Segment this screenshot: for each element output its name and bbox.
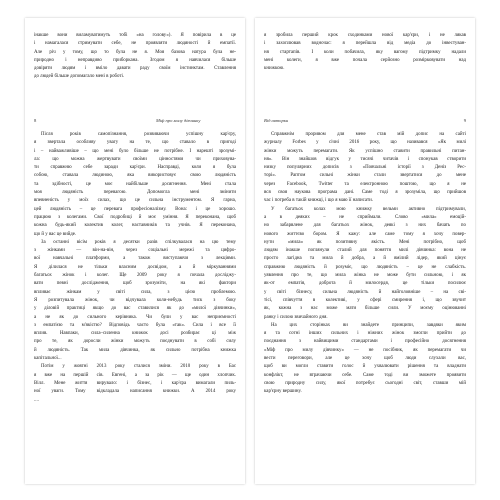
body-text-line: кар'єрну вершину.: [264, 389, 302, 395]
body-text-line: ної уваги. Тому відкладала написання книжки. А 2014 року: [34, 389, 236, 395]
top-text-line: книжкою.: [264, 66, 285, 72]
body-text-line: кожна будь-який колектив колег, наставників та учнів. Я переконана,: [34, 223, 236, 229]
body-text-line: я вже на першій сів. Евгені, а за рік — ще один хлопчик.: [34, 372, 236, 378]
right-page-number: 9: [463, 118, 466, 123]
body-text-line: моя людяність перевагою. Допомогла мені змінити: [34, 190, 236, 196]
top-text-line: мені колеги, я вже почала серйозно розмірковувати над: [264, 57, 466, 63]
body-text-line: й людяність. Так мила дівчинка, як сильно потрібна книжка: [34, 347, 236, 353]
body-text-line: у діловій практиці якщо до вас ставилися як до «милої дівчинки»,: [34, 306, 236, 312]
left-running-title: Міф про милу дівчинку: [156, 118, 201, 123]
body-text-line: як, кожна з нас може мати більше сили. У моєму оцінюванні: [264, 306, 466, 312]
top-text-line: до людей більше допомагало мені в роботі.: [34, 74, 125, 80]
right-running-title: Від авторки: [264, 118, 289, 123]
top-text-line: і захоплював водночас: я перейшла від медіа до інвестуван-: [264, 41, 466, 47]
left-page-body: [34, 131, 236, 405]
right-page: [255, 18, 475, 484]
body-text-line: собою, ставала людиною, яка використовує свою людяність: [34, 173, 236, 179]
body-text-line: конфлікт, не втрачаючи себе. Саме тоді ви зможете проявити: [264, 372, 466, 378]
body-text-line: а в деяких – не сприймали. Слово «мила» емоцій-: [264, 214, 466, 220]
left-page-number: 8: [34, 118, 37, 123]
body-text-line: людям інакше поглянули сталий для поняття милі дівчинка: вона не: [264, 248, 466, 254]
body-text-line: а не як до сильного керівника. Чи були у вас неприємності: [34, 314, 236, 320]
body-text-line: вати певні дослідження, щоб зрозуміти, на які фактори: [34, 281, 236, 287]
body-text-line: з жінками — він-на-він, через соціальні мережі та цифро-: [34, 248, 236, 254]
top-text-line: довіряти людям і вміло давати раду своїм інстинктам. Ставлення: [34, 66, 236, 72]
body-text-line: впевненість у моїх силах, що це сильна інструментом. Я гарна,: [34, 198, 236, 204]
left-page-top-paragraph: [34, 32, 236, 82]
body-text-line: працюю з колегами. Свої подробиці й моє уміння. Я переконана, щоб: [34, 214, 236, 220]
body-text-line: вся своя наукова програма дані. Саме тоді я зрозуміла, що прийшов: [264, 190, 466, 196]
body-text-line: і – найважливіше – що мені було більше не потрібне. І нарешті зрозумі-: [34, 148, 236, 154]
body-text-line: журналу Forbes у січні 2016 року, що називався «Як милі: [264, 140, 466, 146]
body-text-line: що й у вас це вийде.: [34, 231, 77, 237]
top-text-line: і намагалася стримувати себе, не проявляти людяності й емпатії.: [34, 41, 236, 47]
top-text-line: Але річ у тому, що то була не я. Моя базова натура була не-: [34, 49, 236, 55]
body-text-line: через Facebook, Twitter та електронною поштою, що я не: [264, 181, 466, 187]
body-text-line: я та сотні інших сильних і ніжних жінок змогли прийти до: [264, 331, 466, 337]
body-text-line: свою природну силу, якої потребує сьогодні світ, ставши мій: [264, 380, 466, 386]
body-text-line: та здібності, це моє найбільше досягнення. Мені стала: [34, 181, 236, 187]
body-text-line: ....: [34, 397, 39, 403]
body-text-line: Вілл. Мене життя вирувало: і бізнес, і кар'єра вимагали пиль-: [34, 380, 236, 386]
body-text-line: На цих сторінках ви знайдете принципи, завдяки яким: [271, 322, 466, 328]
body-text-line: цей людяність – це перевага професіоналізму. Вона: і це хорошо.: [34, 206, 236, 212]
right-page-header: [264, 118, 466, 128]
body-text-line: торі». Раптом сильні жінки стали звертатися до мене: [264, 173, 466, 179]
body-text-line: Я розпитувала жінок, чи відчувала коли-небудь тиск з боку: [34, 297, 236, 303]
body-text-line: поєднання з найвищими стандартами і професійно досягнення: [264, 339, 466, 345]
body-text-line: ранку і силою звичайного дня.: [264, 314, 328, 320]
top-text-line: природно і неправдиво приборкана. Згодом я навчилася більше: [34, 57, 236, 63]
body-text-line: просто лагідна та мила й добра, а й вмілий лідер, який цінує: [264, 256, 466, 262]
body-text-line: впливає жінкам у світі сила, з цією проблемою.: [34, 289, 236, 295]
body-text-line: низку популярних дописів з «Повчальні історії з Деніз Рес-: [264, 165, 466, 171]
top-text-line: інакше вони виламуватимуть тобі «на голову»). Я повірила в це: [34, 33, 236, 38]
body-text-line: вплив. Навпаки, сила–силенна книжок досі розбирає ці між: [34, 331, 236, 337]
body-text-line: У багатьох колах мою книжку вельми активно підтримували,: [271, 206, 466, 212]
right-page-body: [264, 131, 466, 397]
body-text-line: Потім у жовтні 2013 року сталися зміни. 2010 року в Бас: [41, 364, 236, 370]
body-text-line: справжню людяність й розуміє, що людяність – це не слабкість.: [264, 264, 466, 270]
body-text-line: про те, як доросли жінки можуть поєднувати в собі силу: [34, 339, 236, 345]
body-text-line: Після років самопізнання, розвиваючи успішну кар'єру,: [41, 132, 236, 137]
body-text-line: як-от емпатія, доброта й милосердя, це тільки посилює: [264, 281, 466, 287]
body-text-line: ня». Він знайшов відгук у тисячі читачів і спонукав створити: [264, 156, 466, 162]
left-page-header: [34, 118, 236, 128]
body-text-line: но забарвлене для багатьох жінок, деякі з них бачать по: [264, 223, 466, 229]
body-text-line: тісі, співчуття в колективі, у сфері смирення і, що звучит: [264, 297, 466, 303]
body-text-line: у світі бізнесу, сильна людяність й найголовніше – на сві-: [264, 289, 466, 295]
body-text-line: нового життєво бором. Я кажу: але саме тому я хочу повер-: [264, 231, 466, 237]
body-text-line: жінки можуть перемагати. Як успішно ставити правильні питан-: [264, 148, 466, 154]
body-text-line: вої навчальні платформи, а також виступаючи з лекціями.: [34, 256, 236, 262]
body-text-line: капітальної...: [34, 356, 62, 362]
left-page: [25, 18, 245, 484]
top-text-line: я зробила перший крок сходинками нової кар'єри, і не лякав: [264, 33, 466, 38]
body-text-line: ти справжню себе заради кар'єри. Насправді, коли я була: [34, 165, 236, 171]
right-page-top-paragraph: [264, 32, 466, 73]
body-text-line: нути «мила» як позитивну якість. Мені потрібно, щоб: [264, 239, 466, 245]
body-text-line: ла: що можна жертвувати своїми цінностями чи приховува-: [34, 156, 236, 162]
body-text-line: За останні вісім років я десятки разів спілкувалася на цю тему: [41, 239, 236, 245]
body-text-line: з емпатією та м'якістю? Відповідь часто була «так». Сила і все її: [34, 322, 236, 328]
body-text-line: багатьох жінок і колег. Ще 2009 року я почала досліджу-: [34, 273, 236, 279]
body-text-line: щоб ви могли ставити голос й ухвалювати рішення та владнати: [264, 364, 466, 370]
body-text-line: я звертала особливу увагу на те, що ставало в пригоді: [34, 140, 236, 146]
body-text-line: вести переговори, але це хочу щоб люди слухали вас,: [264, 356, 466, 362]
body-text-line: Справжнім проривом для мене став мій допис на сайті: [271, 132, 466, 137]
body-text-line: Я ділилася не тільки власним досвідом, а й міркуваннями: [34, 264, 236, 270]
body-text-line: «Міф про милу дівчинку» — не посібник, як перемагати чи: [264, 347, 466, 353]
top-text-line: ня стартапів. І коли побачила, яку вагому підтримку надали: [264, 49, 466, 55]
body-text-line: уявлення про те, що мила жінка не може бути сильною, і як: [264, 273, 466, 279]
body-text-line: час і потреба в такій книжці, і що я маю її написати.: [264, 198, 373, 204]
